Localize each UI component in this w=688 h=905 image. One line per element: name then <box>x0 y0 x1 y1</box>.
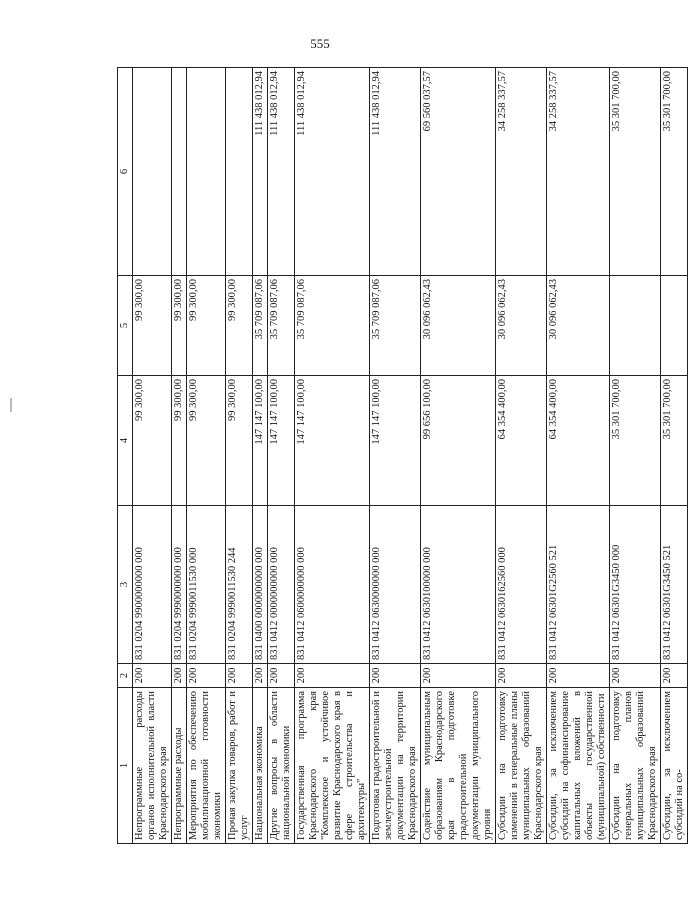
row-value-col6-cell: 35 301 700,00 <box>610 68 661 276</box>
row-value-col5-cell <box>610 276 661 376</box>
row-value-col4-cell: 99 300,00 <box>226 376 253 506</box>
row-name-cell: Субсидии, за исключением субсидий на софинансирование капитальных вложений в объекты государственной (муниципальной) собственности <box>547 688 610 844</box>
row-value-col6-cell: 34 258 337,57 <box>496 68 547 276</box>
table-row <box>661 68 688 844</box>
row-value-col6-cell <box>133 68 172 276</box>
table-row <box>370 68 421 844</box>
row-value-col4-cell: 64 354 400,00 <box>547 376 610 506</box>
table-row <box>133 68 172 844</box>
row-value-col4-cell: 147 147 100,00 <box>295 376 370 506</box>
row-value-col5-cell: 35 709 087,06 <box>253 276 268 376</box>
row-value-col6-cell: 111 438 012,94 <box>253 68 268 276</box>
table-row <box>496 68 547 844</box>
row-name-cell: Субсидии на подготовку генеральных планов муниципальных образований Краснодарского края <box>610 688 661 844</box>
row-name-cell: Субсидии, за исключением субсидий на со- <box>661 688 688 844</box>
row-value-col6-cell <box>187 68 226 276</box>
budget-table <box>117 67 688 844</box>
row-value-col5-cell: 30 096 062,43 <box>547 276 610 376</box>
page-number: 555 <box>310 36 330 51</box>
row-value-col4-cell: 35 301 700,00 <box>661 376 688 506</box>
row-code-cell: 200 <box>295 664 370 688</box>
row-value-col6-cell: 34 258 337,57 <box>547 68 610 276</box>
row-name-cell: Другие вопросы в области национальной экономики <box>268 688 295 844</box>
table-row <box>226 68 253 844</box>
row-value-col5-cell <box>661 276 688 376</box>
row-name-cell: Государственная программа Краснодарского края "Комплексное и устойчивое развитие Краснодарского края в сфере строительства и архитектуры" <box>295 688 370 844</box>
row-value-col6-cell <box>226 68 253 276</box>
row-value-col5-cell: 30 096 062,43 <box>496 276 547 376</box>
row-value-col5-cell: 35 709 087,06 <box>268 276 295 376</box>
row-value-col6-cell: 111 438 012,94 <box>370 68 421 276</box>
row-kbk-cell: 831 0204 9990000000 000 <box>172 506 187 664</box>
scan-artifact-mark <box>10 398 12 412</box>
row-kbk-cell: 831 0400 0000000000 000 <box>253 506 268 664</box>
column-header: 6 <box>118 68 133 276</box>
row-value-col5-cell: 99 300,00 <box>133 276 172 376</box>
rotated-budget-table-page <box>117 68 685 844</box>
row-code-cell: 200 <box>496 664 547 688</box>
row-name-cell: Содействие муниципальным образованиям Краснодарского края в подготовке градостроительной документации муниципального уровня <box>421 688 496 844</box>
row-value-col6-cell: 35 301 700,00 <box>661 68 688 276</box>
table-row <box>172 68 187 844</box>
row-value-col5-cell: 35 709 087,06 <box>295 276 370 376</box>
row-value-col6-cell <box>172 68 187 276</box>
row-kbk-cell: 831 0412 06301G3450 000 <box>610 506 661 664</box>
row-name-cell: Национальная экономика <box>253 688 268 844</box>
row-kbk-cell: 831 0412 0630000000 000 <box>370 506 421 664</box>
row-name-cell: Подготовка градостроительной и землеустроительной документации на территории Краснодарского края <box>370 688 421 844</box>
row-name-cell: Субсидии на подготовку изменений в генеральные планы муниципальных образований Краснодарского края <box>496 688 547 844</box>
row-value-col4-cell: 99 656 100,00 <box>421 376 496 506</box>
row-kbk-cell: 831 0412 0000000000 000 <box>268 506 295 664</box>
row-value-col6-cell: 111 438 012,94 <box>295 68 370 276</box>
row-name-cell: Прочая закупка товаров, работ и услуг <box>226 688 253 844</box>
row-code-cell: 200 <box>172 664 187 688</box>
table-row <box>187 68 226 844</box>
row-code-cell: 200 <box>226 664 253 688</box>
row-kbk-cell: 831 0412 0600000000 000 <box>295 506 370 664</box>
row-value-col6-cell: 69 560 037,57 <box>421 68 496 276</box>
row-name-cell: Мероприятия по обеспечению мобилизационной готовности экономики <box>187 688 226 844</box>
row-code-cell: 200 <box>421 664 496 688</box>
table-row <box>295 68 370 844</box>
table-row <box>253 68 268 844</box>
row-code-cell: 200 <box>253 664 268 688</box>
row-value-col4-cell: 99 300,00 <box>133 376 172 506</box>
row-value-col4-cell: 99 300,00 <box>187 376 226 506</box>
row-kbk-cell: 831 0204 9900000000 000 <box>133 506 172 664</box>
row-value-col5-cell: 99 300,00 <box>187 276 226 376</box>
column-header: 4 <box>118 376 133 506</box>
table-row <box>268 68 295 844</box>
row-code-cell: 200 <box>610 664 661 688</box>
row-code-cell: 200 <box>187 664 226 688</box>
row-value-col4-cell: 147 147 100,00 <box>268 376 295 506</box>
row-value-col4-cell: 35 301 700,00 <box>610 376 661 506</box>
row-value-col5-cell: 99 300,00 <box>172 276 187 376</box>
row-code-cell: 200 <box>547 664 610 688</box>
row-value-col6-cell: 111 438 012,94 <box>268 68 295 276</box>
row-value-col5-cell: 35 709 087,06 <box>370 276 421 376</box>
column-header: 1 <box>118 688 133 844</box>
row-kbk-cell: 831 0204 9990011530 000 <box>187 506 226 664</box>
table-row <box>421 68 496 844</box>
row-kbk-cell: 831 0204 9990011530 244 <box>226 506 253 664</box>
row-value-col4-cell: 99 300,00 <box>172 376 187 506</box>
row-kbk-cell: 831 0412 0630100000 000 <box>421 506 496 664</box>
row-name-cell: Непрограммные расходы <box>172 688 187 844</box>
row-value-col5-cell: 30 096 062,43 <box>421 276 496 376</box>
row-code-cell: 200 <box>133 664 172 688</box>
row-kbk-cell: 831 0412 06301G2560 521 <box>547 506 610 664</box>
row-kbk-cell: 831 0412 0630162560 000 <box>496 506 547 664</box>
row-code-cell: 200 <box>661 664 688 688</box>
row-value-col5-cell: 99 300,00 <box>226 276 253 376</box>
row-code-cell: 200 <box>268 664 295 688</box>
column-header: 2 <box>118 664 133 688</box>
column-header: 5 <box>118 276 133 376</box>
row-kbk-cell: 831 0412 06301G3450 521 <box>661 506 688 664</box>
row-name-cell: Непрограммные расходы органов исполнительной власти Краснодарского края <box>133 688 172 844</box>
row-value-col4-cell: 147 147 100,00 <box>253 376 268 506</box>
table-row <box>547 68 610 844</box>
table-header-row <box>118 68 133 844</box>
table-row <box>610 68 661 844</box>
row-value-col4-cell: 147 147 100,00 <box>370 376 421 506</box>
row-code-cell: 200 <box>370 664 421 688</box>
column-header: 3 <box>118 506 133 664</box>
row-value-col4-cell: 64 354 400,00 <box>496 376 547 506</box>
